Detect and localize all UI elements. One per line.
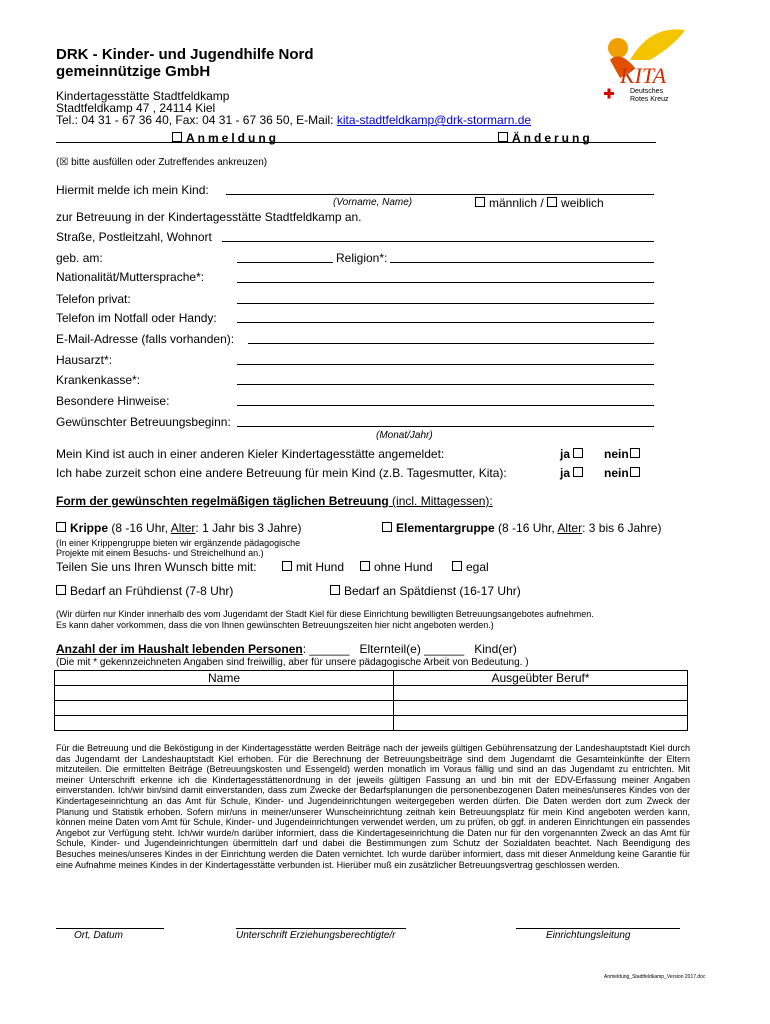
header-divider bbox=[56, 142, 656, 143]
born-label: geb. am: bbox=[56, 251, 103, 265]
emergency-line[interactable] bbox=[237, 322, 654, 323]
household-line bbox=[56, 642, 517, 656]
late-label: Bedarf an Spätdienst (16-17 Uhr) bbox=[344, 584, 521, 598]
doctor-line[interactable] bbox=[237, 364, 654, 365]
household-child: Kind(er) bbox=[474, 642, 517, 656]
insurance-line[interactable] bbox=[237, 384, 654, 385]
email-link[interactable]: kita-stadtfeldkamp@drk-stormarn.de bbox=[336, 113, 532, 127]
name-hint: (Vorname, Name) bbox=[333, 197, 413, 208]
q1-ja[interactable] bbox=[560, 447, 587, 461]
anmeldung-label: Anmeldung bbox=[186, 131, 279, 145]
doctor-label: Hausarzt*: bbox=[56, 353, 113, 367]
without-dog-checkbox[interactable] bbox=[360, 561, 370, 571]
q2-ja-checkbox[interactable] bbox=[573, 467, 583, 477]
col-job-header: Ausgeübter Beruf* bbox=[394, 671, 688, 686]
email-label: E-Mail-Adresse (falls vorhanden): bbox=[56, 332, 235, 346]
care-heading-suffix: (incl. Mittagessen): bbox=[388, 494, 493, 508]
table-row[interactable] bbox=[55, 701, 688, 716]
dog-question: Teilen Sie uns Ihren Wunsch bitte mit: bbox=[56, 560, 257, 574]
start-hint: (Monat/Jahr) bbox=[376, 430, 433, 441]
nationality-line[interactable] bbox=[237, 282, 654, 283]
instruction-text: (☒ bitte ausfüllen oder Zutreffendes ankreuzen) bbox=[56, 157, 268, 168]
religion-line[interactable] bbox=[390, 262, 654, 263]
facility-name: Kindertagesstätte Stadtfeldkamp bbox=[56, 89, 230, 103]
q1-nein-checkbox[interactable] bbox=[630, 448, 640, 458]
q1-nein-label: nein bbox=[604, 447, 629, 461]
krippe-checkbox[interactable] bbox=[56, 522, 66, 532]
org-name-line2: gemeinnützige GmbH bbox=[56, 63, 211, 80]
early-checkbox[interactable] bbox=[56, 585, 66, 595]
female-checkbox[interactable] bbox=[547, 197, 557, 207]
q2-ja-label: ja bbox=[560, 466, 571, 480]
svg-text:KITA: KITA bbox=[620, 63, 667, 88]
q1-ja-checkbox[interactable] bbox=[573, 448, 583, 458]
footer-filename: Anmeldung_Stadtfeldkamp_Version 2017.doc bbox=[604, 974, 706, 980]
aenderung-label: Änderung bbox=[512, 131, 593, 145]
q2-nein[interactable] bbox=[604, 466, 644, 480]
born-line[interactable] bbox=[237, 262, 333, 263]
krippe-label: Krippe bbox=[70, 521, 109, 535]
elementar-option[interactable] bbox=[382, 521, 661, 535]
director-label: Einrichtungsleitung bbox=[546, 930, 631, 941]
q2-ja[interactable] bbox=[560, 466, 587, 480]
care-heading-main: Form der gewünschten regelmäßigen täglichen Betreuung bbox=[56, 494, 389, 508]
late-checkbox[interactable] bbox=[330, 585, 340, 595]
facility-address: Stadtfeldkamp 47 , 24114 Kiel bbox=[56, 101, 216, 115]
religion-label: Religion*: bbox=[336, 251, 388, 265]
with-dog-checkbox[interactable] bbox=[282, 561, 292, 571]
notes-line[interactable] bbox=[237, 405, 654, 406]
voluntary-note: (Die mit * gekennzeichneten Angaben sind freiwillig, aber für unsere pädagogische Arbeit von Bedeutung. ) bbox=[56, 657, 529, 668]
q2-text: Ich habe zurzeit schon eine andere Betreuung für mein Kind (z.B. Tagesmutter, Kita): bbox=[56, 466, 507, 480]
email-line[interactable] bbox=[248, 343, 654, 344]
kita-logo-icon bbox=[590, 20, 710, 120]
household-heading: Anzahl der im Haushalt lebenden Personen bbox=[56, 642, 303, 656]
insurance-label: Krankenkasse*: bbox=[56, 373, 141, 387]
start-line[interactable] bbox=[237, 426, 654, 427]
q1-text: Mein Kind ist auch in einer anderen Kieler Kindertagesstätte angemeldet: bbox=[56, 447, 445, 461]
without-dog-label: ohne Hund bbox=[374, 560, 433, 574]
phone-line[interactable] bbox=[237, 303, 654, 304]
table-cell[interactable] bbox=[55, 701, 394, 716]
contact-phone-fax: Tel.: 04 31 - 67 36 40, Fax: 04 31 - 67 36 50, E-Mail: bbox=[56, 113, 337, 127]
elementar-detail-a: (8 -16 Uhr, bbox=[494, 521, 558, 535]
col-name-header: Name bbox=[55, 671, 394, 686]
table-cell[interactable] bbox=[394, 686, 688, 701]
male-checkbox[interactable] bbox=[475, 197, 485, 207]
table-row bbox=[55, 671, 688, 686]
female-label: weiblich bbox=[561, 196, 604, 210]
start-label: Gewünschter Betreuungsbeginn: bbox=[56, 415, 231, 429]
q2-nein-label: nein bbox=[604, 466, 629, 480]
place-date-label: Ort, Datum bbox=[74, 930, 123, 941]
address-label: Straße, Postleitzahl, Wohnort bbox=[56, 230, 212, 244]
table-cell[interactable] bbox=[55, 686, 394, 701]
notes-label: Besondere Hinweise: bbox=[56, 394, 170, 408]
krippe-note-2: Projekte mit einem Besuchs- und Streichelhund an.) bbox=[56, 548, 264, 558]
legal-text: Für die Betreuung und die Beköstigung in der Kindertagesstätte werden Beiträge nach der jeweils gültigen Gebührensatzung der Landeshauptstadt Kiel durch das Jugendamt der Landeshauptstadt Kiel erhoben. Für die Berechnung der Betreuungsbeiträge sind dem Jugendamt die Gesamteinkünfte der Eltern mitzuteilen. Die ermittelten Beiträge (Betreuungskosten und Essengeld) werden monatlich im Voraus fällig und sind an das Jugendamt zu entrichten. Mit meiner Unterschrift erkenne ich die Kindertagesstättenordnung in der jeweils gültigen Fassung an und bin mit der EDV-Erfassung meiner Angaben einverstanden. Ich/wir bin/sind damit einverstanden, dass zum Zwecke der Bedarfsplanungen die personenbezogenen Daten meines/unseres Kindes von der Kindertageseinrichtung an das Amt für Schule, Kinder- und Jugendeinrichtungen weitergegeben werden dürfen. Die Daten werden dort zum Zweck der Planung und Statistik erhoben. Sofern mir/uns in meiner/unserer Wunscheinrichtung zeitnah kein Betreuungsplatz für mein Kind angeboten werden kann, können meine Daten vom Amt für Schule, Kinder- und Jugendeinrichtungen verwendet werden, um zu prüfen, ob ggf. in anderen Einrichtungen ein passendes Angebot zur Verfügung steht. Ich/wir wurde/n darüber informiert, dass die Kindertageseinrichtung die Daten nur für den vorgenannten Zweck an das Amt für Schule, Kinder- und Jugendeinrichtungen übermitteln darf und dabei die Bestimmungen zum Schutz der Sozialdaten beachtet. Nach Beendigung des Besuches meines/unseres Kindes in der Einrichtung werden die Daten vernichtet. Ich wurde darüber informiert, dass mit dieser Anmeldung keine Garantie für eine Aufnahme meines Kindes in der Kindertagesstätte verbunden ist. Hierüber muß ein zusätzlicher Betreuungsvertrag geschlossen werden. bbox=[56, 743, 690, 870]
q2-nein-checkbox[interactable] bbox=[630, 467, 640, 477]
org-name-line1: DRK - Kinder- und Jugendhilfe Nord bbox=[56, 46, 314, 63]
early-label: Bedarf an Frühdienst (7-8 Uhr) bbox=[70, 584, 234, 598]
purpose-text: zur Betreuung in der Kindertagesstätte Stadtfeldkamp an. bbox=[56, 210, 362, 224]
indifferent-option[interactable] bbox=[452, 560, 489, 574]
elementar-alter: Alter bbox=[557, 521, 583, 535]
krippe-detail-a: (8 -16 Uhr, bbox=[108, 521, 171, 535]
guardian-signature-line[interactable] bbox=[236, 928, 406, 929]
guardian-label: Unterschrift Erziehungsberechtigte/r bbox=[236, 930, 396, 941]
late-option[interactable] bbox=[330, 584, 521, 598]
elementar-detail-b: : 3 bis 6 Jahre) bbox=[582, 521, 662, 535]
place-date-line[interactable] bbox=[56, 928, 164, 929]
q1-nein[interactable] bbox=[604, 447, 644, 461]
krippe-option[interactable] bbox=[56, 521, 301, 535]
household-parent: Elternteil(e) ______ bbox=[359, 642, 465, 656]
care-heading bbox=[56, 494, 493, 508]
contact-line bbox=[56, 113, 531, 127]
table-row[interactable] bbox=[55, 686, 688, 701]
aenderung-checkbox[interactable] bbox=[498, 132, 508, 142]
table-row[interactable] bbox=[55, 716, 688, 731]
with-dog-option[interactable] bbox=[282, 560, 344, 574]
gender-options bbox=[475, 196, 604, 210]
indifferent-label: egal bbox=[466, 560, 489, 574]
table-cell[interactable] bbox=[55, 716, 394, 731]
child-intro: Hiermit melde ich mein Kind: bbox=[56, 183, 209, 197]
elementar-checkbox[interactable] bbox=[382, 522, 392, 532]
kita-logo bbox=[590, 20, 710, 120]
elementar-label: Elementargruppe bbox=[396, 521, 495, 535]
male-label: männlich / bbox=[489, 196, 548, 210]
household-blank: : ______ bbox=[302, 642, 350, 656]
nationality-label: Nationalität/Muttersprache*: bbox=[56, 270, 205, 284]
krippe-alter: Alter bbox=[170, 521, 196, 535]
emergency-label: Telefon im Notfall oder Handy: bbox=[56, 311, 217, 325]
care-note-2: Es kann daher vorkommen, dass die von Ihnen gewünschten Betreuungszeiten hier nicht angeboten werden.) bbox=[56, 620, 494, 630]
anmeldung-option[interactable] bbox=[172, 129, 279, 147]
address-line[interactable] bbox=[222, 241, 654, 242]
drk-label: Deutsches Rotes Kreuz bbox=[630, 88, 669, 103]
aenderung-option[interactable] bbox=[498, 129, 593, 147]
krippe-note-1: (In einer Krippengruppe bieten wir ergänzende pädagogische bbox=[56, 538, 301, 548]
early-option[interactable] bbox=[56, 584, 233, 598]
table-cell[interactable] bbox=[394, 716, 688, 731]
table-cell[interactable] bbox=[394, 701, 688, 716]
anmeldung-checkbox[interactable] bbox=[172, 132, 182, 142]
child-name-line[interactable] bbox=[226, 194, 654, 195]
indifferent-checkbox[interactable] bbox=[452, 561, 462, 571]
with-dog-label: mit Hund bbox=[296, 560, 345, 574]
care-note-1: (Wir dürfen nur Kinder innerhalb des vom Jugendamt der Stadt Kiel für diese Einrichtung bewilligten Betreuungsangebotes aufnehmen. bbox=[56, 609, 594, 619]
krippe-detail-b: : 1 Jahr bis 3 Jahre) bbox=[195, 521, 302, 535]
phone-label: Telefon privat: bbox=[56, 292, 131, 306]
without-dog-option[interactable] bbox=[360, 560, 433, 574]
q1-ja-label: ja bbox=[560, 447, 571, 461]
household-table bbox=[54, 670, 688, 731]
director-signature-line[interactable] bbox=[516, 928, 680, 929]
